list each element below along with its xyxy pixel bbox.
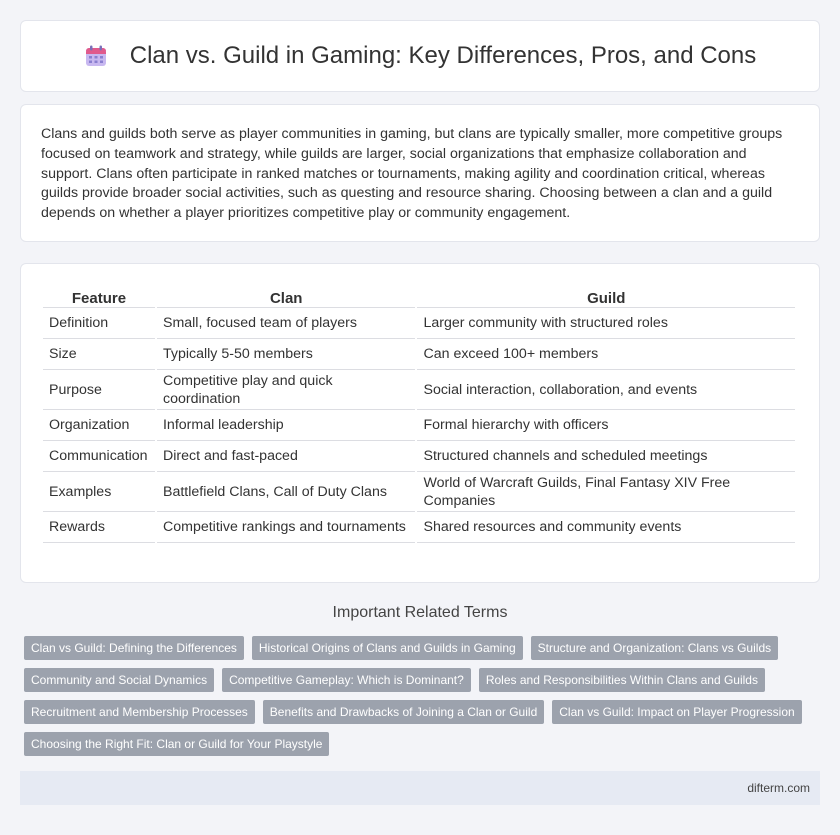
footer-site-link[interactable]: difterm.com (747, 781, 810, 795)
table-row (43, 441, 795, 472)
related-term-tag[interactable]: Community and Social Dynamics (24, 668, 214, 692)
row-feature: Size (43, 339, 155, 370)
header-feature: Feature (43, 284, 155, 308)
calendar-icon (84, 44, 108, 68)
related-term-tag[interactable]: Roles and Responsibilities Within Clans and Guilds (479, 668, 765, 692)
header-card (20, 20, 820, 92)
row-feature: Communication (43, 441, 155, 472)
row-feature: Purpose (43, 370, 155, 410)
comparison-table-card (20, 263, 820, 583)
table-row (43, 339, 795, 370)
row-clan: Small, focused team of players (157, 308, 416, 339)
header-clan: Clan (157, 284, 416, 308)
row-guild: Structured channels and scheduled meetings (417, 441, 795, 472)
row-clan: Typically 5-50 members (157, 339, 416, 370)
row-guild: Formal hierarchy with officers (417, 410, 795, 441)
intro-card (20, 104, 820, 242)
table-header-row (43, 284, 795, 308)
row-clan: Battlefield Clans, Call of Duty Clans (157, 472, 416, 512)
table-row (43, 370, 795, 410)
row-feature: Examples (43, 472, 155, 512)
related-term-tag[interactable]: Structure and Organization: Clans vs Guilds (531, 636, 778, 660)
comparison-table (41, 284, 797, 543)
related-term-tag[interactable]: Competitive Gameplay: Which is Dominant? (222, 668, 471, 692)
table-row (43, 512, 795, 543)
row-guild: World of Warcraft Guilds, Final Fantasy XIV Free Companies (417, 472, 795, 512)
row-clan: Competitive play and quick coordination (157, 370, 416, 410)
table-row (43, 308, 795, 339)
related-terms-tags (24, 636, 804, 756)
footer (20, 771, 820, 805)
related-term-tag[interactable]: Clan vs Guild: Defining the Differences (24, 636, 244, 660)
row-clan: Competitive rankings and tournaments (157, 512, 416, 543)
related-term-tag[interactable]: Choosing the Right Fit: Clan or Guild for Your Playstyle (24, 732, 329, 756)
related-term-tag[interactable]: Recruitment and Membership Processes (24, 700, 255, 724)
table-row (43, 410, 795, 441)
row-clan: Direct and fast-paced (157, 441, 416, 472)
row-clan: Informal leadership (157, 410, 416, 441)
related-term-tag[interactable]: Clan vs Guild: Impact on Player Progression (552, 700, 801, 724)
related-term-tag[interactable]: Benefits and Drawbacks of Joining a Clan or Guild (263, 700, 544, 724)
header-guild: Guild (417, 284, 795, 308)
intro-paragraph: Clans and guilds both serve as player communities in gaming, but clans are typically smaller, more competitive groups focused on teamwork and strategy, while guilds are larger, social organizations that emphasize collaboration and support. Clans often participate in ranked matches or tournaments, making agility and coordination critical, whereas guilds provide broader social activities, such as questing and resource sharing. Choosing between a clan and a guild depends on whether a player prioritizes competitive play or community engagement. (41, 126, 783, 222)
table-row (43, 472, 795, 512)
row-feature: Definition (43, 308, 155, 339)
row-guild: Can exceed 100+ members (417, 339, 795, 370)
row-guild: Larger community with structured roles (417, 308, 795, 339)
row-feature: Organization (43, 410, 155, 441)
row-guild: Shared resources and community events (417, 512, 795, 543)
page-title: Clan vs. Guild in Gaming: Key Differences, Pros, and Cons (129, 42, 757, 69)
row-guild: Social interaction, collaboration, and events (417, 370, 795, 410)
row-feature: Rewards (43, 512, 155, 543)
related-term-tag[interactable]: Historical Origins of Clans and Guilds in Gaming (252, 636, 523, 660)
related-terms-title: Important Related Terms (332, 604, 508, 621)
